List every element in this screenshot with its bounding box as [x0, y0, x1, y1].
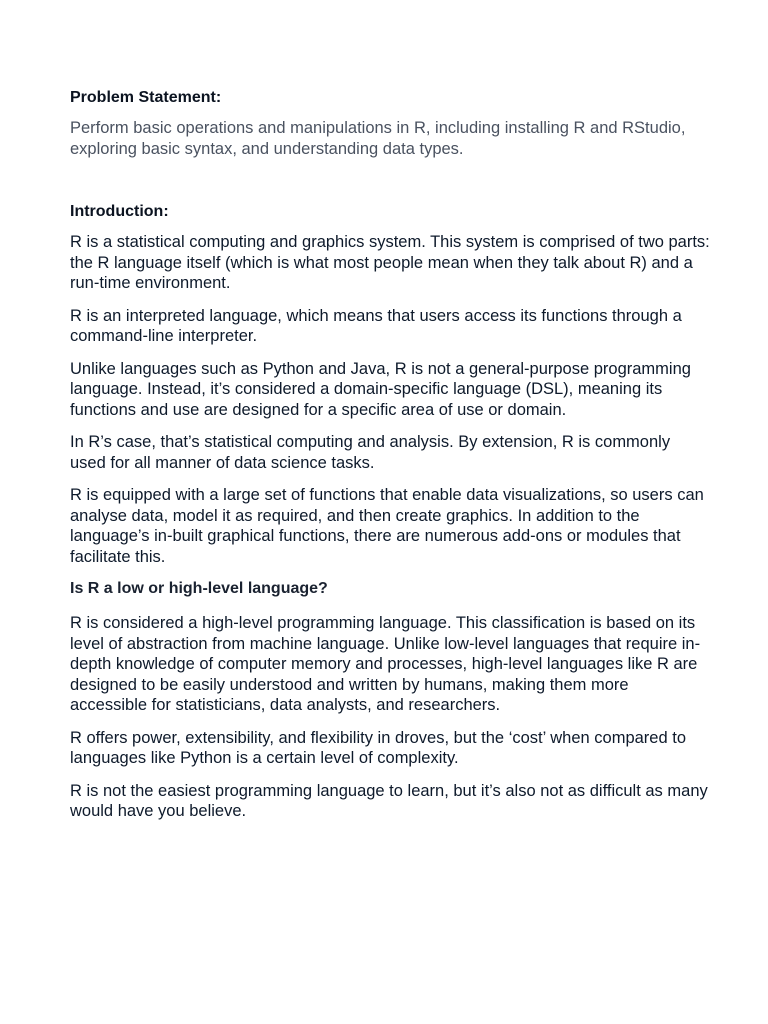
intro-paragraph-3: Unlike languages such as Python and Java, R is not a general-purpose programming language. Instead, it’s considered a domain-specific language (DSL), meaning its functions and use are designed for a specific area of use or domain.	[70, 359, 691, 419]
language-level-heading: Is R a low or high-level language?	[70, 580, 328, 597]
level-paragraph-2: R offers power, extensibility, and flexibility in droves, but the ‘cost’ when compared to languages like Python is a certain level of complexity.	[70, 728, 687, 767]
document-page	[70, 88, 710, 834]
intro-paragraph-1: R is a statistical computing and graphics system. This system is comprised of two parts: the R language itself (which is what most people mean when they talk about R) and a run-time environment.	[70, 233, 710, 292]
level-paragraph-1: R is considered a high-level programming language. This classification is based on its level of abstraction from machine language. Unlike low-level languages that require in-depth knowledge of computer memory and processes, high-level languages like R are designed to be easily understood and written by humans, making them more accessible for statisticians, data analysts, and researchers.	[70, 614, 701, 714]
problem-statement-text: Perform basic operations and manipulations in R, including installing R and RStudio, exploring basic syntax, and understanding data types.	[70, 119, 686, 158]
introduction-heading: Introduction:	[70, 203, 169, 220]
problem-statement-heading: Problem Statement:	[70, 89, 222, 106]
intro-paragraph-4: In R’s case, that’s statistical computing and analysis. By extension, R is commonly used for all manner of data science tasks.	[70, 433, 671, 472]
intro-paragraph-2: R is an interpreted language, which means that users access its functions through a command-line interpreter.	[70, 306, 682, 345]
level-paragraph-3: R is not the easiest programming language to learn, but it’s also not as difficult as many would have you believe.	[70, 781, 708, 820]
intro-paragraph-5: R is equipped with a large set of functions that enable data visualizations, so users can analyse data, model it as required, and then create graphics. In addition to the language’s in-built graphical functions, there are numerous add-ons or modules that facilitate this.	[70, 486, 704, 566]
